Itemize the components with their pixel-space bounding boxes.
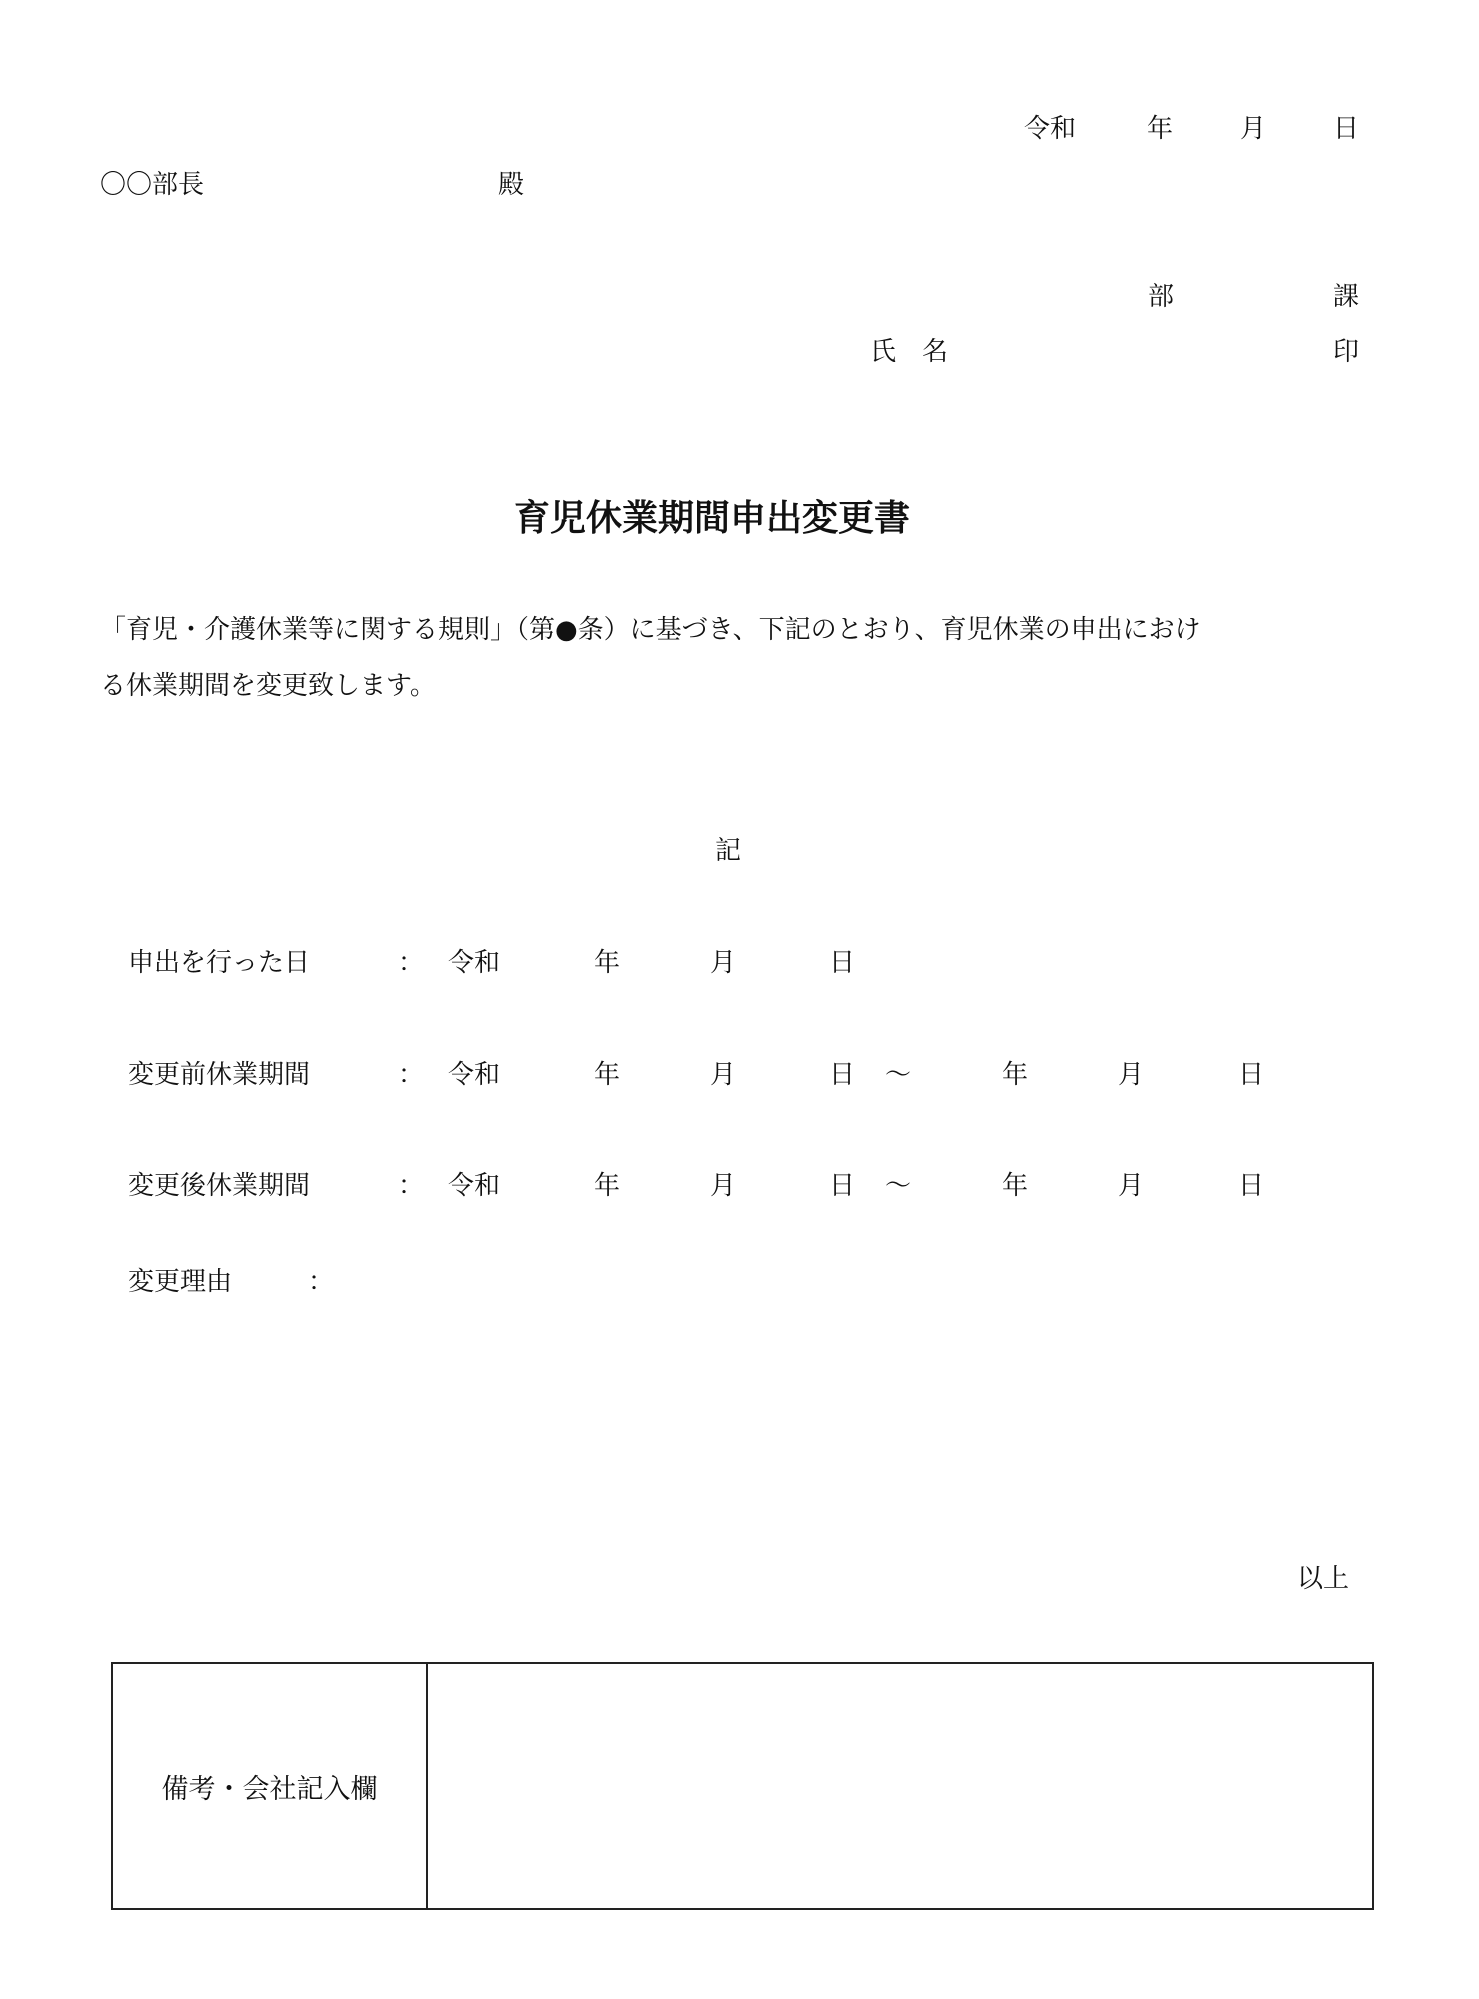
date-era: 令和: [1024, 114, 1077, 144]
addressee-name: 〇〇部長: [100, 170, 205, 200]
row-label-request-date: 申出を行った日: [128, 948, 311, 978]
row-end-month-unit: 月: [1118, 1171, 1145, 1201]
remarks-label: 備考・会社記入欄: [161, 1773, 378, 1805]
row-label-after-period: 変更後休業期間: [128, 1171, 311, 1201]
closing-text: 以上: [1297, 1564, 1350, 1594]
applicant-section: 課: [1333, 282, 1360, 312]
row-era: 令和: [448, 1171, 501, 1201]
row-label-before-period: 変更前休業期間: [128, 1060, 311, 1090]
row-range-tilde: ～: [885, 1171, 912, 1201]
applicant-dept: 部: [1148, 282, 1175, 312]
seal-mark: 印: [1333, 337, 1360, 367]
row-era: 令和: [448, 1060, 501, 1090]
reason-colon: ：: [308, 1267, 335, 1297]
date-month-unit: 月: [1240, 114, 1267, 144]
row-day-unit: 日: [829, 1171, 856, 1201]
document-title: 育児休業期間申出変更書: [514, 497, 911, 539]
row-year-unit: 年: [594, 948, 621, 978]
row-month-unit: 月: [710, 948, 737, 978]
row-colon: ：: [398, 1171, 425, 1201]
row-end-day-unit: 日: [1238, 1171, 1265, 1201]
row-end-month-unit: 月: [1118, 1060, 1145, 1090]
row-day-unit: 日: [829, 1060, 856, 1090]
row-month-unit: 月: [710, 1171, 737, 1201]
row-month-unit: 月: [710, 1060, 737, 1090]
row-day-unit: 日: [829, 948, 856, 978]
row-year-unit: 年: [594, 1060, 621, 1090]
date-year-unit: 年: [1147, 114, 1174, 144]
applicant-name-label: 氏 名: [870, 337, 949, 367]
remarks-entry-field[interactable]: [428, 1664, 1372, 1908]
addressee-honorific: 殿: [498, 170, 525, 200]
reason-label: 変更理由: [128, 1267, 233, 1297]
row-year-unit: 年: [594, 1171, 621, 1201]
row-colon: ：: [398, 948, 425, 978]
row-end-day-unit: 日: [1238, 1060, 1265, 1090]
row-end-year-unit: 年: [1002, 1060, 1029, 1090]
row-end-year-unit: 年: [1002, 1171, 1029, 1201]
intro-line-2: る休業期間を変更致します。: [100, 671, 436, 701]
remarks-table: [111, 1662, 1374, 1910]
row-colon: ：: [398, 1060, 425, 1090]
ki-heading: 記: [715, 836, 742, 866]
row-era: 令和: [448, 948, 501, 978]
row-range-tilde: ～: [885, 1060, 912, 1090]
date-day-unit: 日: [1333, 114, 1360, 144]
intro-line-1: 「育児・介護休業等に関する規則」（第●条）に基づき、下記のとおり、育児休業の申出におけ: [100, 615, 1201, 645]
